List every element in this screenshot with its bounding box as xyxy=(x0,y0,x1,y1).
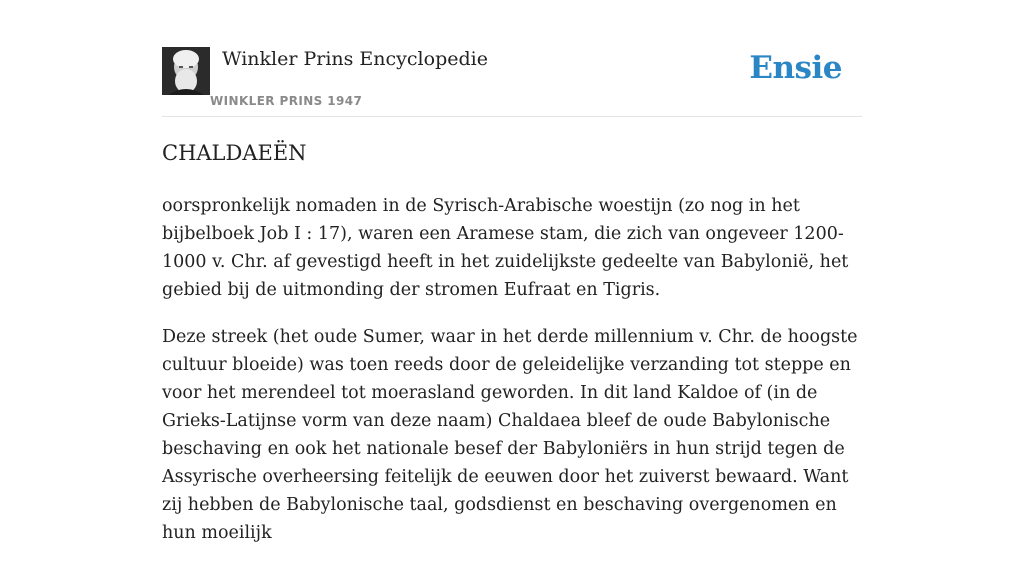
brand-logo[interactable]: Ensie xyxy=(749,50,842,86)
article-body xyxy=(162,192,867,566)
site-title[interactable]: Winkler Prins Encyclopedie xyxy=(222,48,488,70)
article-paragraph: oorspronkelijk nomaden in de Syrisch-Arabische woestijn (zo nog in het bijbelboek Job I : 17), waren een Aramese stam, die zich van ongeveer 1200-1000 v. Chr. af gevestigd heeft in het zuidelijkste gedeelte van Babylonië, het gebied bij de uitmonding der stromen Eufraat en Tigris. xyxy=(162,196,849,300)
author-avatar[interactable] xyxy=(162,47,210,95)
article-paragraph: Deze streek (het oude Sumer, waar in het derde millennium v. Chr. de hoogste cultuur bloeide) was toen reeds door de geleidelijke verzanding tot steppe en voor het merendeel tot moerasland geworden. In dit land Kaldoe of (in de Grieks-Latijnse vorm van deze naam) Chaldaea bleef de oude Babylonische beschaving en ook het nationale besef der Babyloniërs in hun strijd tegen de Assyrische overheersing feitelijk de eeuwen door het zuiverst bewaard. Want zij hebben de Babylonische taal, godsdienst en beschaving overgenomen en hun moeilijk xyxy=(162,327,858,543)
edition-label[interactable]: WINKLER PRINS 1947 xyxy=(210,94,363,108)
site-header xyxy=(162,46,862,117)
portrait-image xyxy=(162,47,210,95)
article-title: CHALDAEËN xyxy=(162,141,307,165)
